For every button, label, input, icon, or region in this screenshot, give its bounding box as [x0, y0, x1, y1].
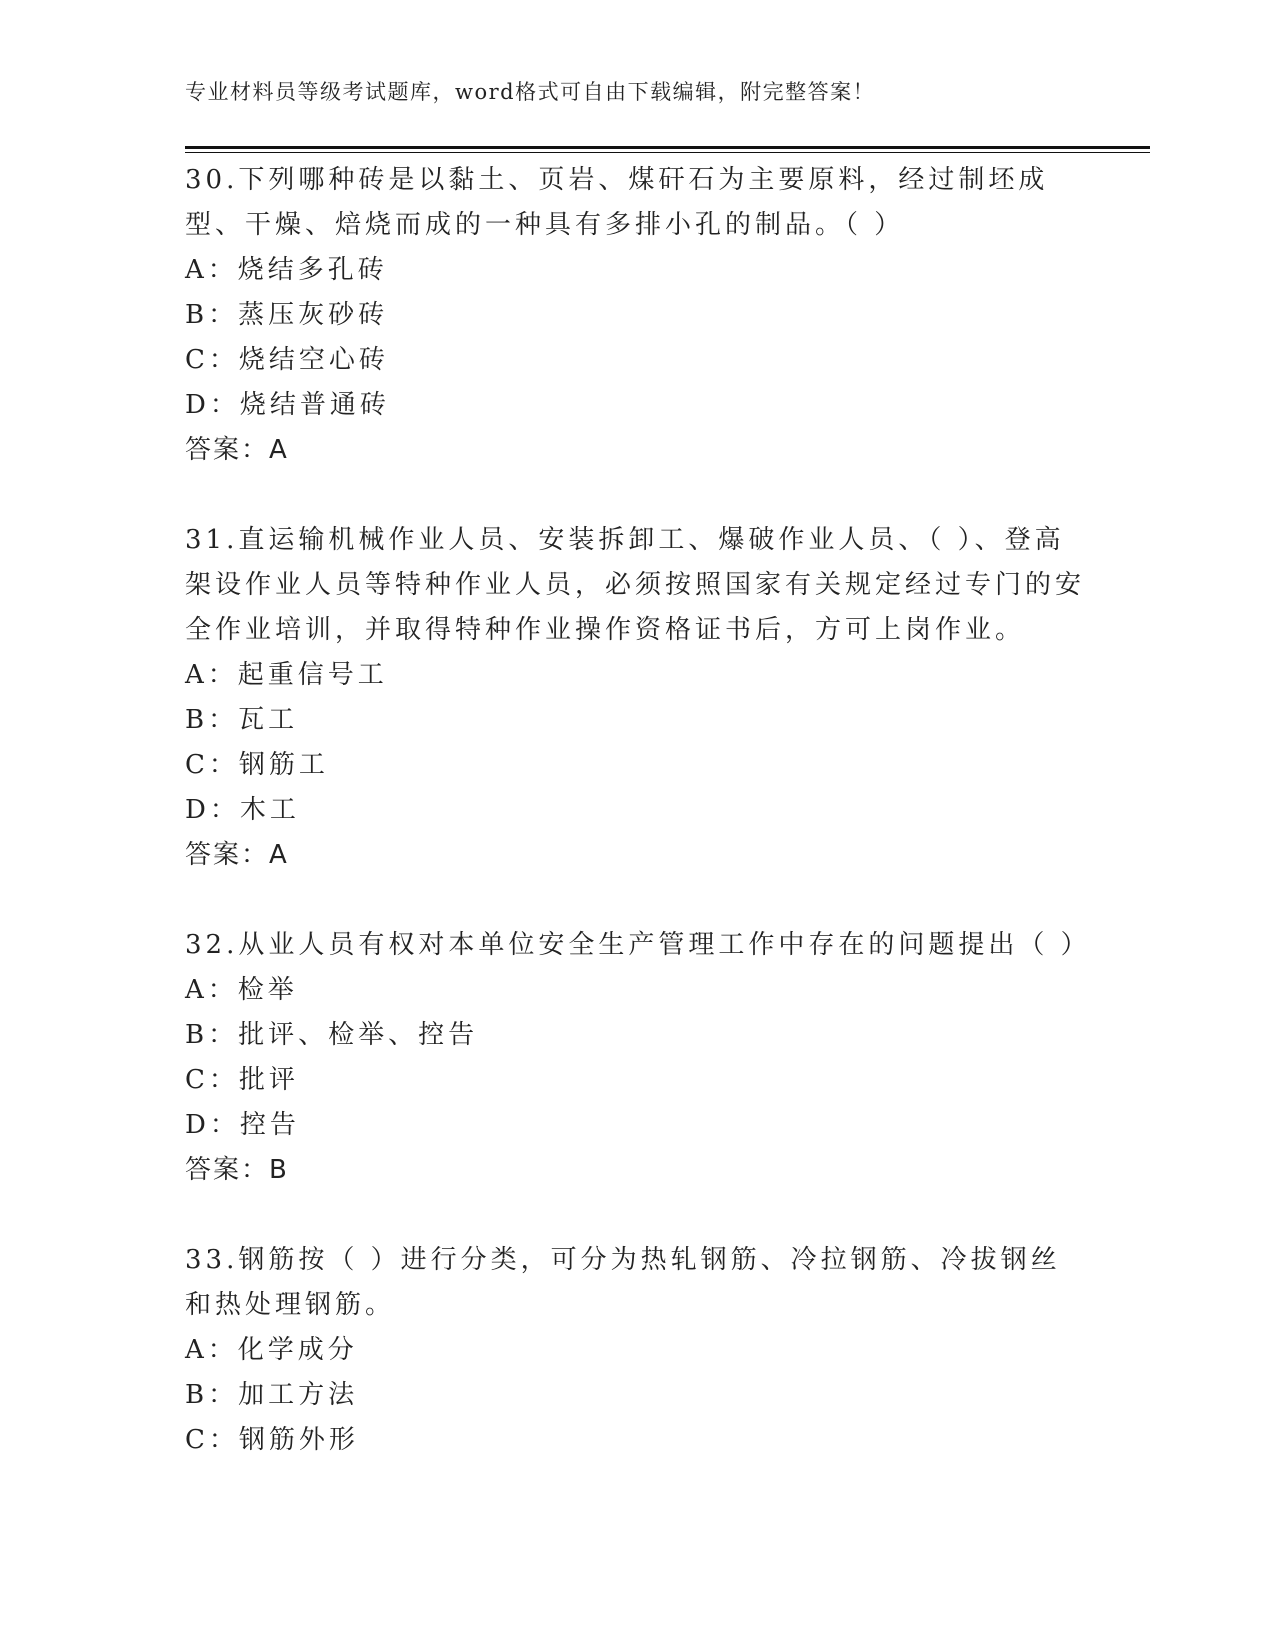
option-c: C：批评 [185, 1065, 299, 1095]
option-c: C：烧结空心砖 [185, 345, 389, 375]
option-b: B：瓦工 [185, 705, 299, 735]
option-b: B：加工方法 [185, 1380, 359, 1410]
question-list [185, 158, 1091, 1463]
header-rule-thick [185, 146, 1150, 149]
question-text: 33.钢筋按（ ）进行分类，可分为热轧钢筋、冷拉钢筋、冷拔钢丝和热处理钢筋。 [185, 1245, 1061, 1320]
question-30 [185, 158, 1085, 473]
question-text: 32.从业人员有权对本单位安全生产管理工作中存在的问题提出（ ） [185, 930, 1091, 960]
option-a: A：起重信号工 [185, 660, 388, 690]
option-a: A：检举 [185, 975, 298, 1005]
answer: 答案：B [185, 1155, 289, 1185]
option-a: A：化学成分 [185, 1335, 358, 1365]
question-text: 31.直运输机械作业人员、安装拆卸工、爆破作业人员、（ ）、登高架设作业人员等特种作业人员，必须按照国家有关规定经过专门的安全作业培训，并取得特种作业操作资格证书后，方可上岗作业。 [185, 525, 1086, 645]
option-d: D：控告 [185, 1110, 300, 1140]
question-32 [185, 923, 1091, 1193]
question-spacer [185, 473, 1085, 518]
answer: 答案：A [185, 840, 289, 870]
header-rule-thin [185, 152, 1150, 153]
question-33 [185, 1238, 1085, 1463]
answer: 答案：A [185, 435, 289, 465]
option-c: C：钢筋工 [185, 750, 329, 780]
question-31 [185, 518, 1085, 878]
option-c: C：钢筋外形 [185, 1425, 359, 1455]
option-b: B：蒸压灰砂砖 [185, 300, 389, 330]
question-spacer [185, 1193, 1085, 1238]
question-spacer [185, 878, 1085, 923]
option-b: B：批评、检举、控告 [185, 1020, 479, 1050]
option-d: D：烧结普通砖 [185, 390, 390, 420]
question-text: 30.下列哪种砖是以黏土、页岩、煤矸石为主要原料，经过制坯成型、干燥、焙烧而成的一种具有多排小孔的制品。（ ） [185, 165, 1049, 240]
option-d: D：木工 [185, 795, 300, 825]
option-a: A：烧结多孔砖 [185, 255, 388, 285]
page-header: 专业材料员等级考试题库，word格式可自由下载编辑，附完整答案！ [185, 80, 876, 104]
